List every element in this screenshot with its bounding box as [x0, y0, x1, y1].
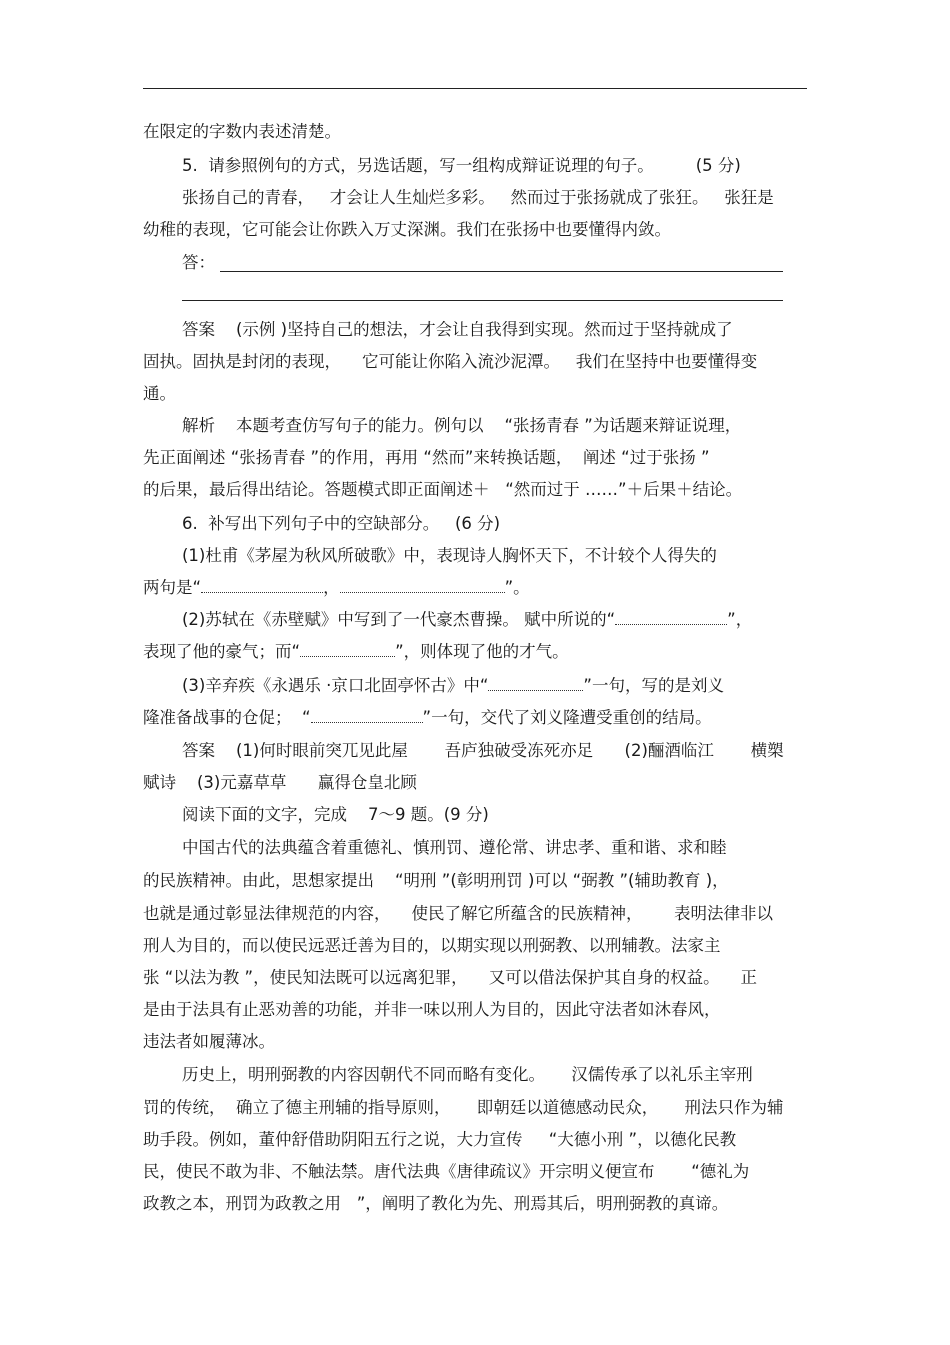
analysis-text: 的后果，最后得出结论。答题模式即正面阐述＋ “然而过于 ……”＋后果＋结论。 [143, 480, 743, 499]
question-6-3 [182, 675, 724, 697]
text-segment: ”一句，交代了刘义隆遭受重创的结局。 [422, 708, 712, 727]
answer-text: 答案 (1)何时眼前突兀见此屋 吾庐独破受冻死亦足 (2)酾酒临江 横槊 [182, 741, 784, 760]
text-segment: ”，则体现了他的才气。 [395, 642, 569, 661]
analysis-text: 先正面阐述 “张扬青春 ”的作用，再用 “然而”来转换话题， 阐述 “过于张扬 ” [143, 448, 710, 467]
fill-blank[interactable] [311, 708, 423, 723]
text-segment: ”， [727, 610, 753, 629]
question-6-3-cont [143, 707, 712, 729]
answer-label: 答： [182, 253, 215, 272]
answer-line-1[interactable] [220, 271, 783, 272]
fill-blank[interactable] [300, 642, 395, 657]
passage-line: 张 “以法为教 ”，使民知法既可以远离犯罪， 又可以借法保护其自身的权益。 正 [143, 968, 758, 987]
passage-line: 也就是通过彰显法律规范的内容， 使民了解它所蕴含的民族精神， 表明法律非以 [143, 904, 773, 923]
answer-text: 答案 (示例 )坚持自己的想法，才会让自我得到实现。然而过于坚持就成了 [182, 320, 733, 339]
passage-line: 违法者如履薄冰。 [143, 1032, 275, 1051]
text-segment: (2)苏轼在《赤壁赋》中写到了一代豪杰曹操。 赋中所说的“ [182, 610, 616, 629]
fill-blank[interactable] [488, 676, 583, 691]
header-rule [143, 88, 807, 89]
analysis-text: 解析 本题考查仿写句子的能力。例句以 “张扬青春 ”为话题来辩证说理， [182, 416, 742, 435]
text-segment: ， [323, 578, 340, 597]
passage-line: 民，使民不敢为非、不触法禁。唐代法典《唐律疏议》开宗明义便宣布 “德礼为 [143, 1162, 750, 1181]
passage-line: 是由于法具有止恶劝善的功能，并非一味以刑人为目的，因此守法者如沐春风， [143, 1000, 721, 1019]
answer-text: 固执。固执是封闭的表现， 它可能让你陷入流沙泥潭。 我们在坚持中也要懂得变 [143, 352, 758, 371]
passage-line: 政教之本，刑罚为政教之用 ”，阐明了教化为先、刑焉其后，明刑弼教的真谛。 [143, 1194, 729, 1213]
passage-line: 的民族精神。由此，思想家提出 “明刑 ”(彰明刑罚 )可以 “弼教 ”(辅助教育 )， [143, 871, 729, 890]
text-segment: ”。 [504, 578, 530, 597]
passage-line: 罚的传统， 确立了德主刑辅的指导原则， 即朝廷以道德感动民众， 刑法只作为辅 [143, 1098, 784, 1117]
passage-line: 历史上，明刑弼教的内容因朝代不同而略有变化。 汉儒传承了以礼乐主宰刑 [182, 1065, 753, 1084]
passage-line: 助手段。例如，董仲舒借助阴阳五行之说，大力宣传 “大德小刑 ”，以德化民教 [143, 1130, 737, 1149]
question-6-1: (1)杜甫《茅屋为秋风所破歌》中，表现诗人胸怀天下，不计较个人得失的 [182, 546, 717, 565]
answer-line-2[interactable] [182, 300, 783, 301]
passage-line: 刑人为目的，而以使民远恶迁善为目的，以期实现以刑弼教、以刑辅教。法家主 [143, 936, 721, 955]
answer-text: 通。 [143, 384, 176, 403]
fill-blank[interactable] [615, 610, 727, 625]
text-line: 在限定的字数内表述清楚。 [143, 122, 341, 141]
question-6-1-cont [143, 577, 530, 599]
text-segment: 表现了他的豪气；而“ [143, 642, 301, 661]
question-5: 5. 请参照例句的方式，另选话题，写一组构成辩证说理的句子。 (5 分) [182, 156, 741, 175]
question-6-2 [182, 609, 752, 631]
question-6-2-cont [143, 641, 569, 663]
example-line: 幼稚的表现，它可能会让你跌入万丈深渊。我们在张扬中也要懂得内敛。 [143, 220, 671, 239]
passage-line: 中国古代的法典蕴含着重德礼、慎刑罚、遵伦常、讲忠孝、重和谐、求和睦 [182, 838, 727, 857]
fill-blank[interactable] [340, 578, 505, 593]
fill-blank[interactable] [201, 578, 323, 593]
example-line: 张扬自己的青春， 才会让人生灿烂多彩。 然而过于张扬就成了张狂。 张狂是 [182, 188, 774, 207]
text-segment: 隆准备战事的仓促； “ [143, 708, 311, 727]
text-segment: 两句是“ [143, 578, 202, 597]
reading-instruction: 阅读下面的文字，完成 7～9 题。(9 分) [182, 805, 489, 824]
text-segment: (3)辛弃疾《永遇乐 ·京口北固亭怀古》中“ [182, 676, 489, 695]
answer-text: 赋诗 (3)元嘉草草 赢得仓皇北顾 [143, 773, 417, 792]
text-segment: ”一句，写的是刘义 [583, 676, 724, 695]
question-6: 6. 补写出下列句子中的空缺部分。 (6 分) [182, 514, 501, 533]
